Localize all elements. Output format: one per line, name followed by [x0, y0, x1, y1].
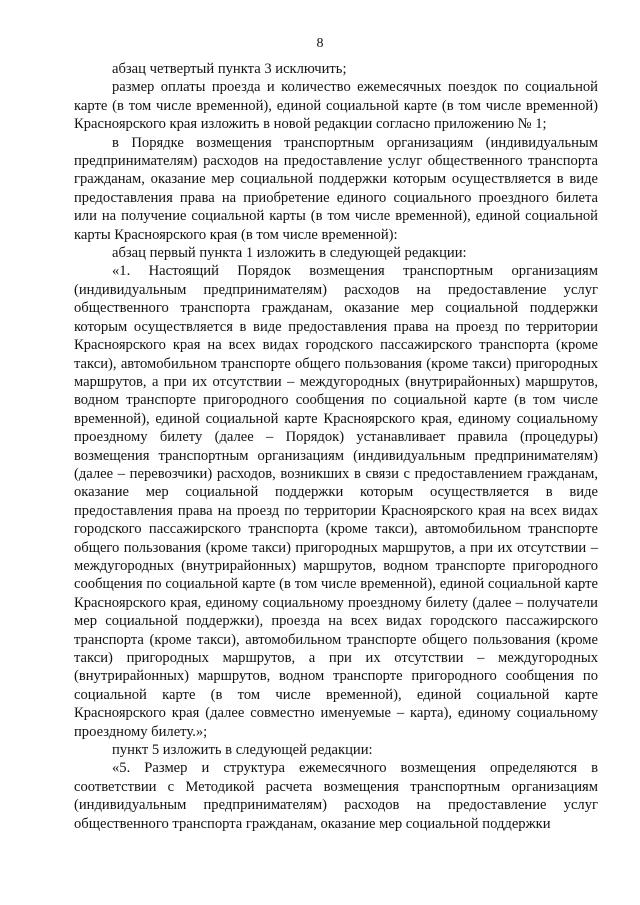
paragraph-item-1: абзац четвертый пункта 3 исключить;: [112, 61, 347, 77]
paragraph-item-5: «1. Настоящий Порядок возмещения транспортным организациям (индивидуальным предпринимателям) расходов на предоставление услуг общественного транспорта гражданам, оказание мер социальной поддержки которым осуществляется в виде предоставления права на проезд по территории Красноярского края на всех видах городского пассажирского транспорта (кроме такси), автомобильном транспорте общего пользования (кроме такси) пригородных маршрутов, а при их отсутствии – междугородных (внутрирайонных) маршрутов, водном транспорте пригородного сообщения по социальной карте (в том числе временной), единой социальной карте Красноярского края, единому социальному проездному билету (далее – Порядок) устанавливает правила (процедуры) возмещения транспортным организациям (индивидуальным предпринимателям) (далее – перевозчики) расходов, возникших в связи с предоставлением гражданам, оказание мер социальной поддержки которым осуществляется в виде предоставления права на проезд по территории Красноярского края на всех видах городского пассажирского транспорта (кроме такси), автомобильном транспорте общего пользования (кроме такси) пригородных маршрутов, а при их отсутствии – междугородных (внутрирайонных) маршрутов, водном транспорте пригородного сообщения по социальной карте (в том числе временной), единой социальной карте Красноярского края, единому социальному проездному билету (далее – получатели мер социальной поддержки), проезда на всех видах городского пассажирского транспорта (кроме такси), автомобильном транспорте общего пользования (кроме такси) пригородных маршрутов, а при их отсутствии – междугородных (внутрирайонных) маршрутов, водном транспорте пригородного сообщения по социальной карте (в том числе временной), единой социальной карте Красноярского края (далее совместно именуемые – карта), единому социальному проездному билету.»;: [74, 263, 598, 740]
paragraph-item-3: в Порядке возмещения транспортным организациям (индивидуальным предпринимателям) расходов на предоставление услуг общественного транспорта гражданам, оказание мер социальной поддержки которым осуществляется в виде предоставления права на приобретение единого социального проездного билета или на получение социальной карты (в том числе временной), единой социальной карты Красноярского края (в том числе временной):: [74, 134, 598, 243]
page-number: 8: [316, 36, 324, 51]
paragraph-item-4: абзац первый пункта 1 изложить в следующей редакции:: [112, 245, 467, 262]
paragraph-item-2: размер оплаты проезда и количество ежемесячных поездок по социальной карте (в том числе временной), единой социальной карте (в том числе временной) Красноярского края изложить в новой редакции согласно приложению № 1;: [74, 79, 598, 133]
paragraph-item-7: «5. Размер и структура ежемесячного возмещения определяются в соответствии с Методикой расчета возмещения транспортным организациям (индивидуальным предпринимателям) расходов на предоставление услуг общественного транспорта гражданам, оказание мер социальной поддержки: [74, 760, 598, 832]
paragraph-item-6: пункт 5 изложить в следующей редакции:: [112, 742, 373, 759]
document-body: [74, 60, 598, 833]
